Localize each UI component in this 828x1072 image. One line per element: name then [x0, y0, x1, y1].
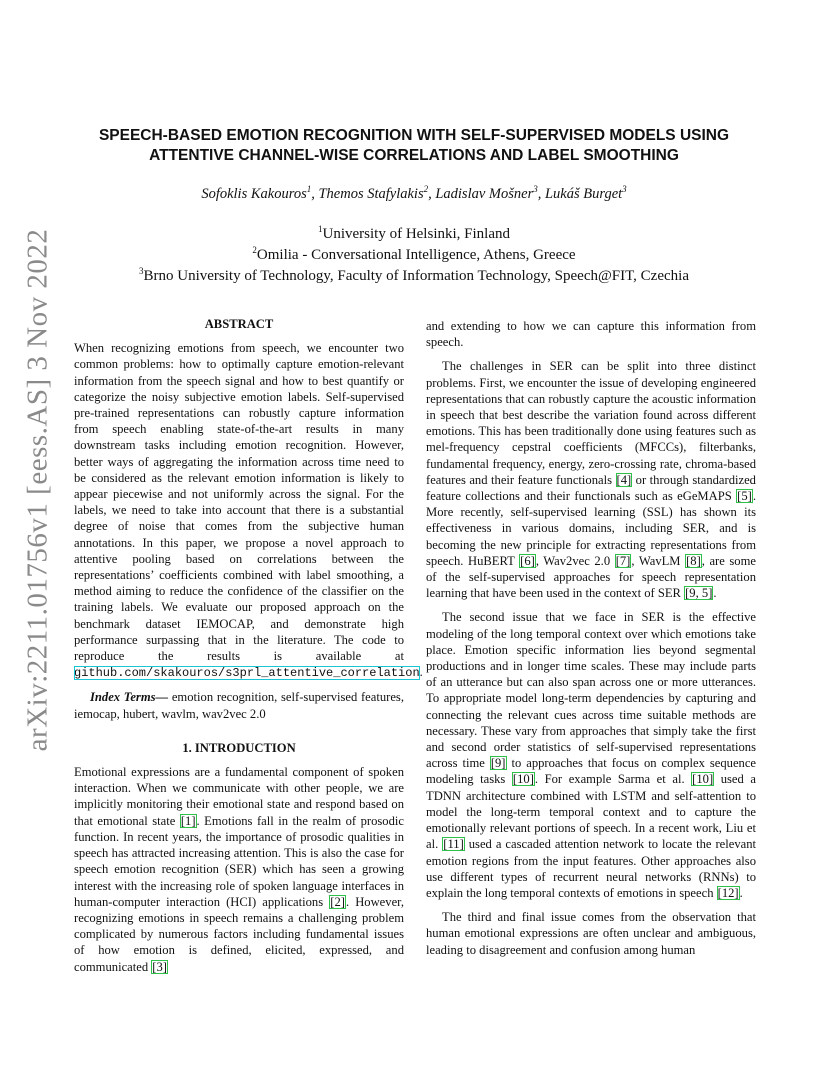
citation-link[interactable]: [3] [152, 959, 167, 974]
author-sup: 3 [622, 184, 627, 195]
index-terms-text: emotion recognition, self-supervised features, iemocap, hubert, wavlm, wav2vec 2.0 [74, 690, 404, 721]
author-list: Sofoklis Kakouros$^1$, Themos Stafylakis$^2$, Ladislav Mošner$^3$, Lukáš Burget$^3$ [201, 184, 627, 202]
affiliation-sup: 1 [318, 224, 323, 234]
introduction-heading: 1. INTRODUCTION [182, 740, 296, 755]
author-name: Themos Stafylakis [318, 186, 424, 202]
affiliation-text: University of Helsinki, Finland [322, 226, 510, 242]
title-line-1: SPEECH-BASED EMOTION RECOGNITION WITH SELF-SUPERVISED MODELS USING [98, 127, 730, 144]
affiliation-text: Omilia - Conversational Intelligence, Athens, Greece [256, 247, 576, 263]
citation-link[interactable]: [9] [490, 756, 506, 771]
affiliations [60, 224, 768, 287]
code-repository-link[interactable]: github.com/skakouros/s3prl_attentive_correlation [74, 666, 420, 681]
title-line-2: ATTENTIVE CHANNEL-WISE CORRELATIONS AND LABEL SMOOTHING [149, 147, 679, 164]
abstract-paragraph [74, 340, 423, 681]
citation-link[interactable]: [7] [615, 553, 631, 568]
citation-link[interactable]: [10] [692, 772, 714, 787]
intro-paragraph-3: The second issue that we face in SER is the effective modeling of the long temporal context over which emotions take place. Emotion specific information lies beyond segmental productions and in longer time scales. These may include parts of an utterance but can also span across one or more utterances. To appropriate model long-term dependencies by capturing and connecting the relevant cues across time suitable methods are necessary. These vary from approaches that simply take the first and second order statistics of self-supervised representations across time [9] to approaches that focus on complex sequence modeling tasks [10]. For example Sarma et al. [10] used a TDNN architecture combined with LSTM and self-attention to model the long-term temporal context and to capture the emotionally relevant portions of speech. In a recent work, Liu et al. [11] used a cascaded attention network to locate the relevant emotion regions from the input features. Other approaches also use different types of recurrent neural networks (RNNs) to explain the long temporal contexts of emotions in speech [12]. [426, 610, 757, 900]
right-column [426, 318, 756, 958]
abstract-text: When recognizing emotions from speech, we encounter two common problems: how to optimally capture emotion-relevant information from the speech signal and how to best quantify or categorize the noisy subjective emotion labels. Self-supervised pre-trained representations can robustly capture information from speech enabling state-of-the-art results in many downstream tasks including emotion recognition. However, better ways of aggregating the information across time need to be considered as the relevant emotion information is likely to appear piecewise and not uniformly across the signal. For the labels, we need to take into account that there is a substantial degree of noise that comes from the subjective human annotations. In this paper, we propose a novel approach to attentive pooling based on correlations between the representations’ coefficients combined with label smoothing, a method aiming to reduce the confidence of the classifier on the training labels. We evaluate our proposed approach on the benchmark dataset IEMOCAP, and demonstrate high performance surpassing that in the literature. The code to reproduce the results is available at [74, 341, 404, 664]
citation-link[interactable]: [10] [512, 772, 534, 787]
citation-link[interactable]: [6] [520, 553, 535, 568]
citation-link[interactable]: [8] [686, 553, 701, 568]
author-sup: 3 [533, 184, 538, 195]
citation-link[interactable]: [12] [717, 885, 739, 900]
citation-link[interactable]: [11] [443, 837, 464, 852]
intro-paragraph-4: The third and final issue comes from the observation that human emotional expressions are often unclear and ambiguous, leading to disagreement and confusion among human [426, 910, 756, 957]
left-column [74, 316, 423, 975]
arxiv-identifier [18, 228, 58, 752]
affiliation [60, 266, 768, 287]
citation-link[interactable]: [2] [330, 894, 345, 909]
index-terms [74, 689, 404, 721]
citation-link[interactable]: [9, 5] [685, 586, 713, 601]
author-name: Lukáš Burget [544, 186, 623, 202]
author-name: Sofoklis Kakouros [201, 186, 307, 202]
citation-link[interactable]: [1] [180, 813, 196, 828]
affiliation-sup: 2 [252, 245, 257, 255]
paper-title [60, 126, 768, 166]
author-name: Ladislav Mošner [435, 186, 534, 202]
index-terms-label: Index Terms— [90, 690, 169, 705]
intro-paragraph-1: Emotional expressions are a fundamental component of spoken interaction. When we communicate with other people, we are implicitly monitoring their emotional state and respond based on that emotional state [1]. Emotions fall in the realm of prosodic function. In recent years, the importance of prosodic qualities in speech has attracted increasing attention. This is also the case for speech emotion recognition (SER) which has seen a growing interest with the increasing role of spoken language interfaces in human-computer interaction (HCI) applications [2]. However, recognizing emotions in speech remains a challenging problem complicated by numerous factors including fundamental issues of how emotion is defined, elicited, expressed, and communicated [3] [74, 765, 404, 974]
citation-link[interactable]: [5] [737, 489, 752, 504]
affiliation-text: Brno University of Technology, Faculty of Information Technology, Speech@FIT, Czechia [143, 268, 689, 284]
author-sup: 2 [423, 184, 429, 195]
abstract-end: . [419, 665, 423, 680]
affiliation [60, 224, 768, 245]
arxiv-identifier-text: arXiv:2211.01756v1 [eess.AS] 3 Nov 2022 [21, 228, 54, 752]
intro-paragraph-2: The challenges in SER can be split into three distinct problems. First, we encounter the issue of developing engineered representations that can robustly capture the acoustic information in speech that best describe the variation found across different emotions. This has been traditionally done using features such as mel-frequency cepstral coefficients (MFCCs), filterbanks, fundamental frequency, energy, zero-crossing rate, chroma-based features and their feature functionals [4] or through standardized feature collections and their functionals such as eGeMAPS [5]. More recently, self-supervised learning (SSL) has shown its effectiveness in various domains, including SER, and is becoming the new principle for extracting representations from speech. HuBERT [6], Wav2vec 2.0 [7], WavLM [8], are some of the self-supervised approaches for speech representation learning that have been used in the context of SER [9, 5]. [426, 359, 756, 601]
affiliation [60, 245, 768, 266]
abstract-heading: ABSTRACT [204, 317, 274, 331]
author-sup: 1 [306, 184, 312, 195]
intro-paragraph-continued: and extending to how we can capture this information from speech. [426, 319, 756, 350]
citation-link[interactable]: [4] [616, 472, 632, 487]
affiliation-sup: 3 [139, 266, 144, 276]
